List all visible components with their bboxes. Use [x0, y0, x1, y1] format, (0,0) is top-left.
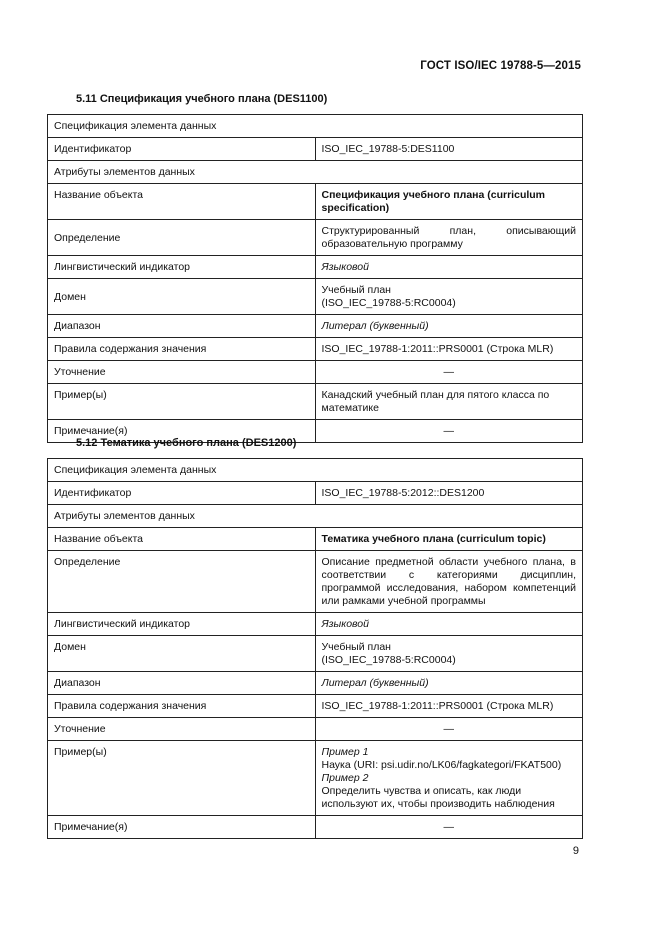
- refinement-label: Уточнение: [48, 718, 316, 741]
- name-value: Спецификация учебного плана (curriculum specification): [315, 184, 583, 220]
- table-row: [48, 361, 583, 384]
- examples-value: [315, 741, 583, 816]
- name-label: Название объекта: [48, 528, 316, 551]
- refinement-value: —: [315, 361, 583, 384]
- definition-value: Структурированный план, описывающий образовательную программу: [315, 220, 583, 256]
- spec-header-cell: Спецификация элемента данных: [48, 115, 583, 138]
- identifier-value: ISO_IEC_19788-5:DES1100: [315, 138, 583, 161]
- identifier-label: Идентификатор: [48, 138, 316, 161]
- content-rules-label: Правила содержания значения: [48, 338, 316, 361]
- table-row: [48, 528, 583, 551]
- domain-value-line-1: Учебный план: [321, 641, 391, 653]
- table-row: [48, 672, 583, 695]
- refinement-label: Уточнение: [48, 361, 316, 384]
- table-row: [48, 482, 583, 505]
- table-row: [48, 613, 583, 636]
- table-row: [48, 816, 583, 839]
- content-rules-value: ISO_IEC_19788-1:2011::PRS0001 (Строка MLR): [315, 338, 583, 361]
- section-title-5-12: 5.12 Тематика учебного плана (DES1200): [76, 437, 297, 449]
- refinement-value: —: [315, 718, 583, 741]
- domain-value-line-2: (ISO_IEC_19788-5:RC0004): [321, 297, 456, 309]
- notes-label: Примечание(я): [48, 816, 316, 839]
- example-2-label: Пример 2: [321, 772, 369, 784]
- attributes-header-cell: Атрибуты элементов данных: [48, 161, 583, 184]
- table-row: [48, 384, 583, 420]
- linguistic-indicator-label: Лингвистический индикатор: [48, 613, 316, 636]
- linguistic-indicator-value: Языковой: [315, 256, 583, 279]
- table-row: [48, 338, 583, 361]
- domain-value-line-1: Учебный план: [321, 284, 391, 296]
- identifier-value: ISO_IEC_19788-5:2012::DES1200: [315, 482, 583, 505]
- domain-value: [315, 636, 583, 672]
- table-row: [48, 279, 583, 315]
- section-title-5-11: 5.11 Спецификация учебного плана (DES1100): [76, 93, 328, 105]
- table-row: [48, 220, 583, 256]
- identifier-label: Идентификатор: [48, 482, 316, 505]
- table-row: [48, 184, 583, 220]
- table-row: [48, 315, 583, 338]
- definition-value: Описание предметной области учебного плана, в соответствии с категориями дисциплин, программой исследования, набором компетенций или рамками учебной программы: [315, 551, 583, 613]
- definition-label: Определение: [48, 551, 316, 613]
- spec-header-cell: Спецификация элемента данных: [48, 459, 583, 482]
- definition-label: Определение: [48, 220, 316, 256]
- name-value: Тематика учебного плана (curriculum topic): [315, 528, 583, 551]
- range-value: Литерал (буквенный): [315, 672, 583, 695]
- linguistic-indicator-label: Лингвистический индикатор: [48, 256, 316, 279]
- example-2-value: Определить чувства и описать, как люди используют их, чтобы производить наблюдения: [321, 785, 555, 810]
- notes-label: Примечание(я): [48, 420, 316, 443]
- table-row: [48, 505, 583, 528]
- table-row: [48, 138, 583, 161]
- table-row: [48, 741, 583, 816]
- domain-value-line-2: (ISO_IEC_19788-5:RC0004): [321, 654, 456, 666]
- page-number: 9: [572, 845, 579, 857]
- table-row: [48, 551, 583, 613]
- table-row: [48, 718, 583, 741]
- notes-value: —: [315, 816, 583, 839]
- examples-label: Пример(ы): [48, 741, 316, 816]
- range-label: Диапазон: [48, 315, 316, 338]
- domain-label: Домен: [48, 636, 316, 672]
- table-row: [48, 695, 583, 718]
- examples-label: Пример(ы): [48, 384, 316, 420]
- domain-label: Домен: [48, 279, 316, 315]
- table-row: [48, 161, 583, 184]
- attributes-header-cell: Атрибуты элементов данных: [48, 505, 583, 528]
- table-row: [48, 636, 583, 672]
- range-value: Литерал (буквенный): [315, 315, 583, 338]
- content-rules-label: Правила содержания значения: [48, 695, 316, 718]
- notes-value: —: [315, 420, 583, 443]
- table-row: [48, 256, 583, 279]
- table-row: [48, 459, 583, 482]
- spec-table-des1200: [47, 458, 583, 839]
- standard-designation: ГОСТ ISO/IEC 19788-5—2015: [420, 60, 581, 72]
- table-row: [48, 115, 583, 138]
- name-label: Название объекта: [48, 184, 316, 220]
- domain-value: [315, 279, 583, 315]
- linguistic-indicator-value: Языковой: [315, 613, 583, 636]
- range-label: Диапазон: [48, 672, 316, 695]
- examples-value: Канадский учебный план для пятого класса по математике: [315, 384, 583, 420]
- content-rules-value: ISO_IEC_19788-1:2011::PRS0001 (Строка MLR): [315, 695, 583, 718]
- example-1-value: Наука (URI: psi.udir.no/LK06/fagkategori/FKAT500): [321, 759, 562, 771]
- spec-table-des1100: [47, 114, 583, 443]
- example-1-label: Пример 1: [321, 746, 369, 758]
